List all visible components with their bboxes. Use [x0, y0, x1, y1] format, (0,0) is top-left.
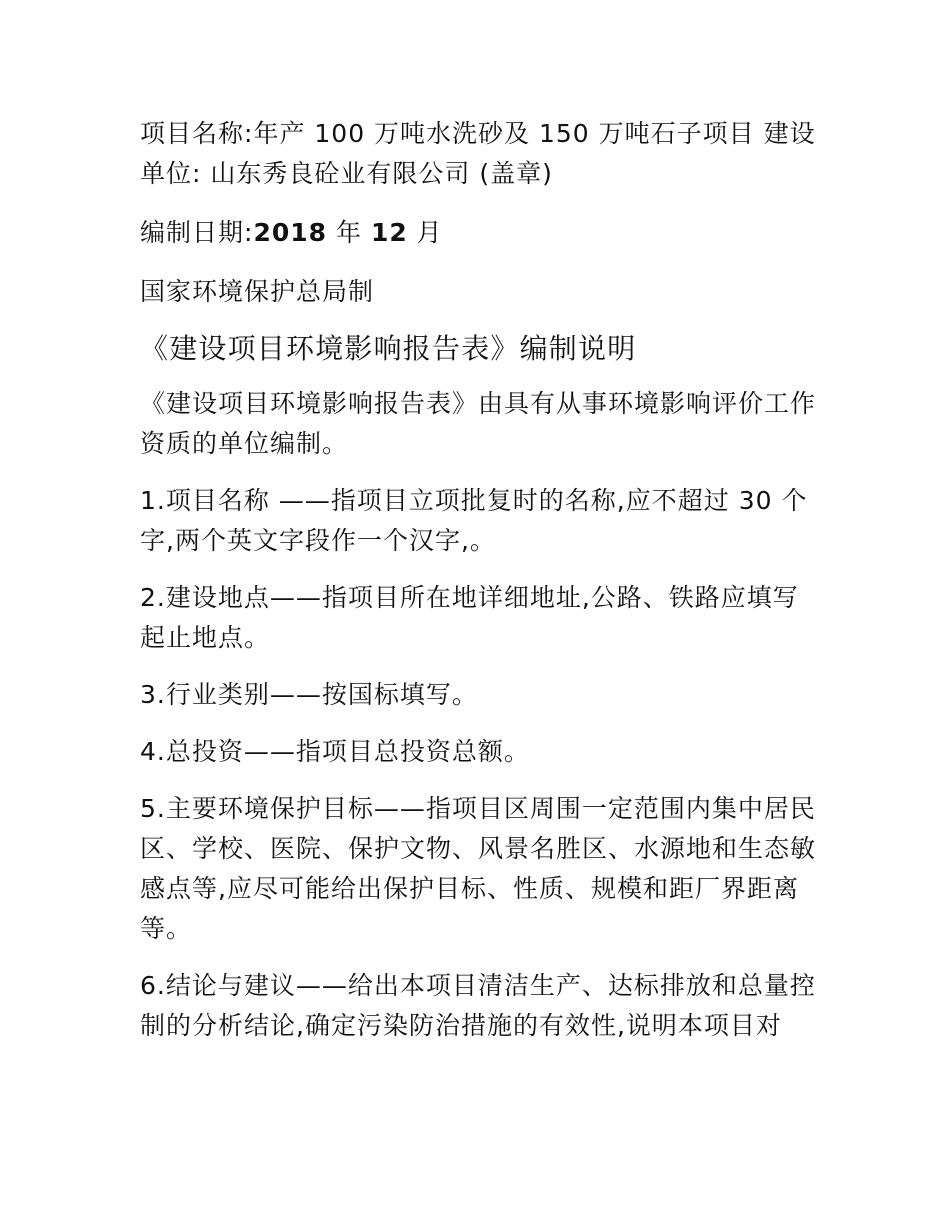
instruction-item-4: 4.总投资——指项目总投资总额。 — [140, 737, 530, 766]
compile-date-year-unit: 年 — [327, 218, 371, 247]
project-name-label: 项目名称: — [140, 119, 254, 148]
instructions-title: 《建设项目环境影响报告表》编制说明 — [140, 332, 637, 365]
issuer-line: 国家环境保护总局制 — [140, 277, 375, 306]
instructions-intro: 《建设项目环境影响报告表》由具有从事环境影响评价工作资质的单位编制。 — [140, 389, 817, 458]
instruction-item-6: 6.结论与建议——给出本项目清洁生产、达标排放和总量控制的分析结论,确定污染防治措施的有效性,说明本项目对 — [140, 971, 816, 1040]
instruction-item-1: 1.项目名称 ——指项目立项批复时的名称,应不超过 30 个字,两个英文字段作一个汉字,。 — [140, 486, 808, 555]
compile-date-month-unit: 月 — [407, 218, 443, 247]
compile-date-label: 编制日期: — [140, 218, 254, 247]
instruction-item-5: 5.主要环境保护目标——指项目区周围一定范围内集中居民区、学校、医院、保护文物、风景名胜区、水源地和生态敏感点等,应尽可能给出保护目标、性质、规模和距厂界距离等。 — [140, 794, 817, 943]
project-name-value: 年产 100 万吨水洗砂及 150 万吨石子项目 建设单位: 山东秀良砼业有限公司 (盖章) — [140, 119, 816, 188]
compile-date-line — [140, 213, 820, 253]
compile-date-year: 2018 — [253, 218, 328, 247]
project-name-line — [140, 114, 820, 194]
compile-date-month: 12 — [370, 218, 408, 247]
instruction-item-2: 2.建设地点——指项目所在地详细地址,公路、铁路应填写起止地点。 — [140, 583, 799, 652]
instruction-item-3: 3.行业类别——按国标填写。 — [140, 680, 478, 709]
document-body — [140, 114, 820, 1046]
